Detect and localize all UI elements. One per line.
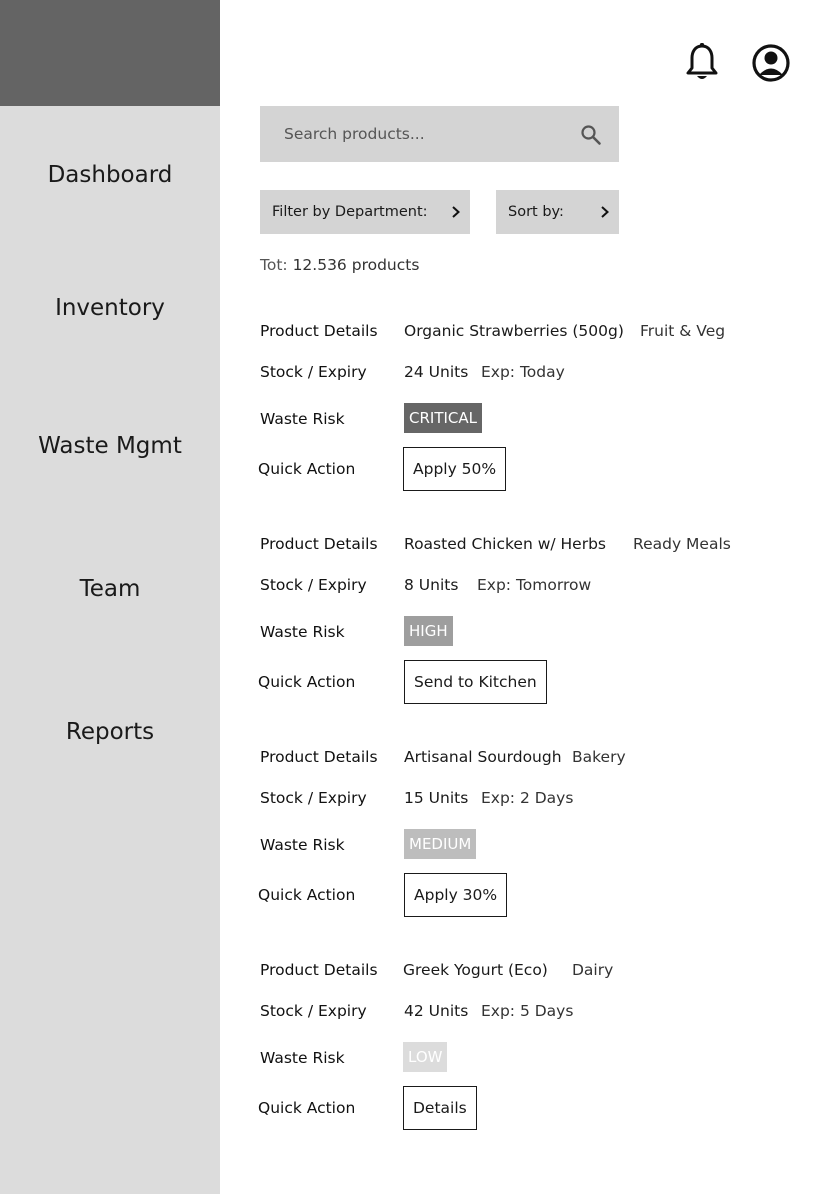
send-to-kitchen-button[interactable]: Send to Kitchen <box>404 660 547 704</box>
quick-action-label: Quick Action <box>258 460 356 478</box>
waste-risk-label: Waste Risk <box>260 836 345 854</box>
product-name: Roasted Chicken w/ Herbs <box>404 535 606 553</box>
stock-expiry-label: Stock / Expiry <box>260 363 367 381</box>
waste-risk-label: Waste Risk <box>260 1049 345 1067</box>
product-details-label: Product Details <box>260 535 378 553</box>
stock-units: 24 Units <box>404 363 469 381</box>
risk-badge-high: HIGH <box>404 616 453 646</box>
bell-icon[interactable] <box>684 42 720 82</box>
sort-button[interactable] <box>496 190 619 234</box>
sidebar-item-waste-mgmt[interactable]: Waste Mgmt <box>38 433 182 459</box>
apply-discount-button[interactable]: Apply 30% <box>404 873 507 917</box>
chevron-right-icon <box>449 205 463 219</box>
product-details-label: Product Details <box>260 748 378 766</box>
logo-placeholder <box>0 0 220 106</box>
product-department: Bakery <box>572 748 626 766</box>
stock-expiry-label: Stock / Expiry <box>260 1002 367 1020</box>
risk-badge-critical: CRITICAL <box>404 403 482 433</box>
product-card <box>0 533 834 746</box>
search-bar <box>260 106 619 162</box>
expiry-date: Exp: 2 Days <box>481 789 574 807</box>
product-department: Dairy <box>572 961 614 979</box>
total-count <box>260 256 419 274</box>
product-card <box>0 959 834 1172</box>
product-department: Ready Meals <box>633 535 731 553</box>
quick-action-label: Quick Action <box>258 886 356 904</box>
product-card <box>0 746 834 959</box>
apply-discount-button[interactable]: Apply 50% <box>403 447 506 491</box>
total-label: Tot: <box>260 256 288 274</box>
quick-action-label: Quick Action <box>258 1099 356 1117</box>
risk-badge-low: LOW <box>403 1042 447 1072</box>
sidebar-item-dashboard[interactable]: Dashboard <box>47 162 173 188</box>
stock-units: 8 Units <box>404 576 459 594</box>
filter-department-label: Filter by Department: <box>272 204 428 220</box>
expiry-date: Exp: 5 Days <box>481 1002 574 1020</box>
risk-badge-medium: MEDIUM <box>404 829 476 859</box>
stock-expiry-label: Stock / Expiry <box>260 789 367 807</box>
filter-department-button[interactable] <box>260 190 470 234</box>
expiry-date: Exp: Today <box>481 363 565 381</box>
stock-units: 42 Units <box>404 1002 469 1020</box>
sidebar-item-team[interactable]: Team <box>79 576 141 602</box>
product-card <box>0 320 834 533</box>
total-value: 12.536 products <box>292 256 420 274</box>
waste-risk-label: Waste Risk <box>260 623 345 641</box>
sidebar-item-reports[interactable]: Reports <box>65 719 155 745</box>
waste-risk-label: Waste Risk <box>260 410 345 428</box>
expiry-date: Exp: Tomorrow <box>477 576 592 594</box>
sidebar-item-inventory[interactable]: Inventory <box>55 295 165 321</box>
product-details-label: Product Details <box>260 322 378 340</box>
user-account-icon[interactable] <box>751 43 791 83</box>
product-department: Fruit & Veg <box>640 322 726 340</box>
product-name: Artisanal Sourdough <box>404 748 562 766</box>
product-name: Organic Strawberries (500g) <box>404 322 624 340</box>
search-icon[interactable] <box>580 124 602 146</box>
stock-units: 15 Units <box>404 789 469 807</box>
product-details-label: Product Details <box>260 961 378 979</box>
search-input[interactable] <box>260 106 560 162</box>
product-name: Greek Yogurt (Eco) <box>403 961 548 979</box>
chevron-right-icon <box>598 205 612 219</box>
sort-label: Sort by: <box>508 204 564 220</box>
stock-expiry-label: Stock / Expiry <box>260 576 367 594</box>
details-button[interactable]: Details <box>403 1086 477 1130</box>
quick-action-label: Quick Action <box>258 673 356 691</box>
